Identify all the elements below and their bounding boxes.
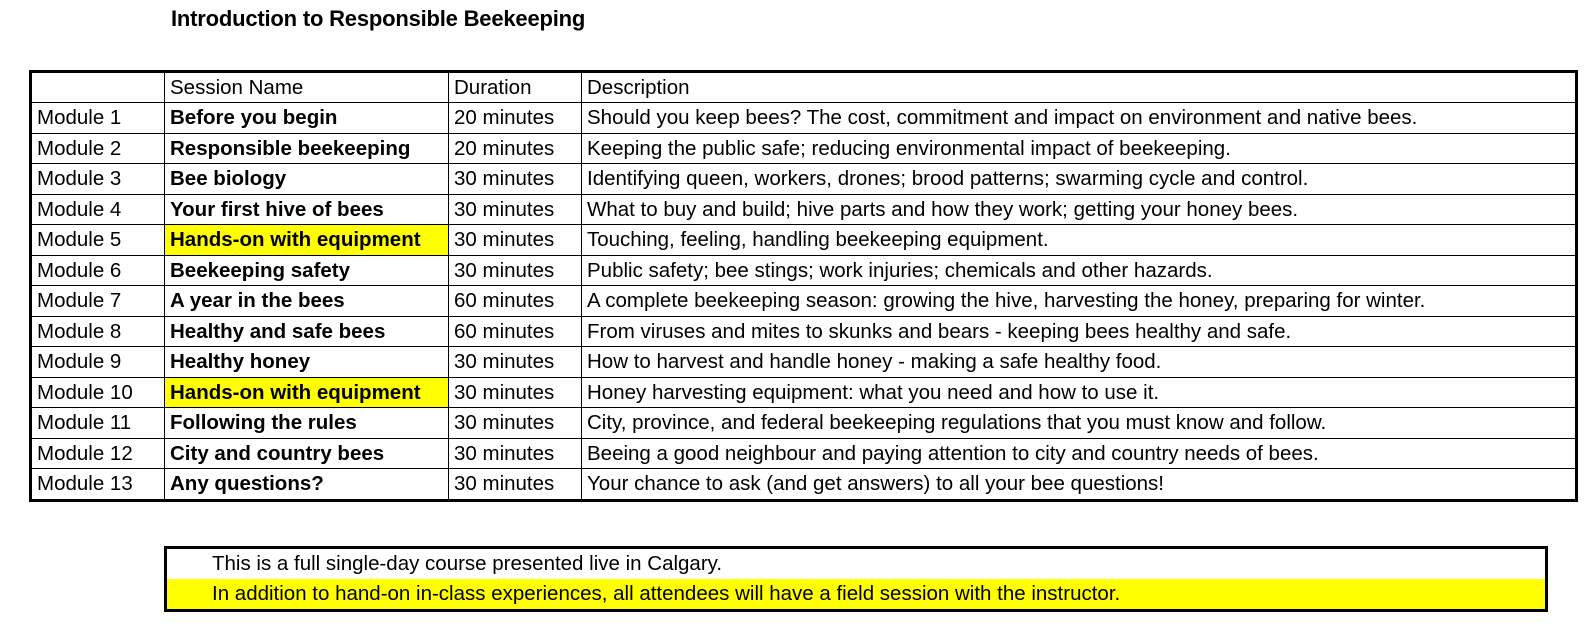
description-cell: How to harvest and handle honey - making a safe healthy food. [582, 347, 1577, 378]
header-module [31, 72, 165, 103]
module-cell: Module 9 [31, 347, 165, 378]
table-row [31, 194, 1577, 225]
header-duration: Duration [449, 72, 582, 103]
note-line: This is a full single-day course presented live in Calgary. [212, 552, 723, 575]
table-row [31, 164, 1577, 195]
description-cell: A complete beekeeping season: growing the hive, harvesting the honey, preparing for winter. [582, 286, 1577, 317]
session-name-cell: Healthy and safe bees [165, 316, 449, 347]
session-name-cell: Any questions? [165, 469, 449, 501]
session-name-cell: City and country bees [165, 438, 449, 469]
module-cell: Module 2 [31, 133, 165, 164]
module-cell: Module 11 [31, 408, 165, 439]
session-name-cell: A year in the bees [165, 286, 449, 317]
duration-cell: 30 minutes [449, 164, 582, 195]
module-cell: Module 6 [31, 255, 165, 286]
description-cell: Beeing a good neighbour and paying attention to city and country needs of bees. [582, 438, 1577, 469]
duration-cell: 30 minutes [449, 377, 582, 408]
description-cell: Identifying queen, workers, drones; brood patterns; swarming cycle and control. [582, 164, 1577, 195]
module-cell: Module 8 [31, 316, 165, 347]
header-description: Description [582, 72, 1577, 103]
duration-cell: 30 minutes [449, 225, 582, 256]
duration-cell: 30 minutes [449, 194, 582, 225]
table-row [31, 316, 1577, 347]
table-row [31, 255, 1577, 286]
duration-cell: 60 minutes [449, 316, 582, 347]
table-row [31, 225, 1577, 256]
module-cell: Module 3 [31, 164, 165, 195]
session-name-cell: Following the rules [165, 408, 449, 439]
duration-cell: 30 minutes [449, 347, 582, 378]
course-note-box [164, 546, 1548, 612]
session-name-cell: Bee biology [165, 164, 449, 195]
description-cell: Honey harvesting equipment: what you need and how to use it. [582, 377, 1577, 408]
table-row [31, 469, 1577, 501]
table-row [31, 408, 1577, 439]
module-cell: Module 5 [31, 225, 165, 256]
session-name-cell: Your first hive of bees [165, 194, 449, 225]
description-cell: From viruses and mites to skunks and bears - keeping bees healthy and safe. [582, 316, 1577, 347]
duration-cell: 60 minutes [449, 286, 582, 317]
session-name-cell: Hands-on with equipment [165, 225, 449, 256]
duration-cell: 20 minutes [449, 103, 582, 134]
session-name-cell: Responsible beekeeping [165, 133, 449, 164]
modules-table [29, 70, 1578, 502]
module-cell: Module 10 [31, 377, 165, 408]
description-cell: City, province, and federal beekeeping regulations that you must know and follow. [582, 408, 1577, 439]
description-cell: Your chance to ask (and get answers) to all your bee questions! [582, 469, 1577, 501]
description-cell: Touching, feeling, handling beekeeping equipment. [582, 225, 1577, 256]
description-cell: Public safety; bee stings; work injuries; chemicals and other hazards. [582, 255, 1577, 286]
table-row [31, 438, 1577, 469]
header-session-name: Session Name [165, 72, 449, 103]
description-cell: Should you keep bees? The cost, commitment and impact on environment and native bees. [582, 103, 1577, 134]
duration-cell: 30 minutes [449, 408, 582, 439]
module-cell: Module 12 [31, 438, 165, 469]
table-row [31, 377, 1577, 408]
session-name-cell: Beekeeping safety [165, 255, 449, 286]
module-cell: Module 13 [31, 469, 165, 501]
module-cell: Module 7 [31, 286, 165, 317]
table-row [31, 286, 1577, 317]
description-cell: What to buy and build; hive parts and how they work; getting your honey bees. [582, 194, 1577, 225]
module-cell: Module 1 [31, 103, 165, 134]
duration-cell: 20 minutes [449, 133, 582, 164]
duration-cell: 30 minutes [449, 469, 582, 501]
session-name-cell: Before you begin [165, 103, 449, 134]
duration-cell: 30 minutes [449, 255, 582, 286]
note-line: In addition to hand-on in-class experiences, all attendees will have a field session with the instructor. [167, 579, 1545, 609]
session-name-cell: Healthy honey [165, 347, 449, 378]
session-name-cell: Hands-on with equipment [165, 377, 449, 408]
description-cell: Keeping the public safe; reducing environmental impact of beekeeping. [582, 133, 1577, 164]
table-header-row [31, 72, 1577, 103]
table-row [31, 133, 1577, 164]
duration-cell: 30 minutes [449, 438, 582, 469]
page-title: Introduction to Responsible Beekeeping [171, 6, 586, 31]
module-cell: Module 4 [31, 194, 165, 225]
table-row [31, 347, 1577, 378]
table-row [31, 103, 1577, 134]
